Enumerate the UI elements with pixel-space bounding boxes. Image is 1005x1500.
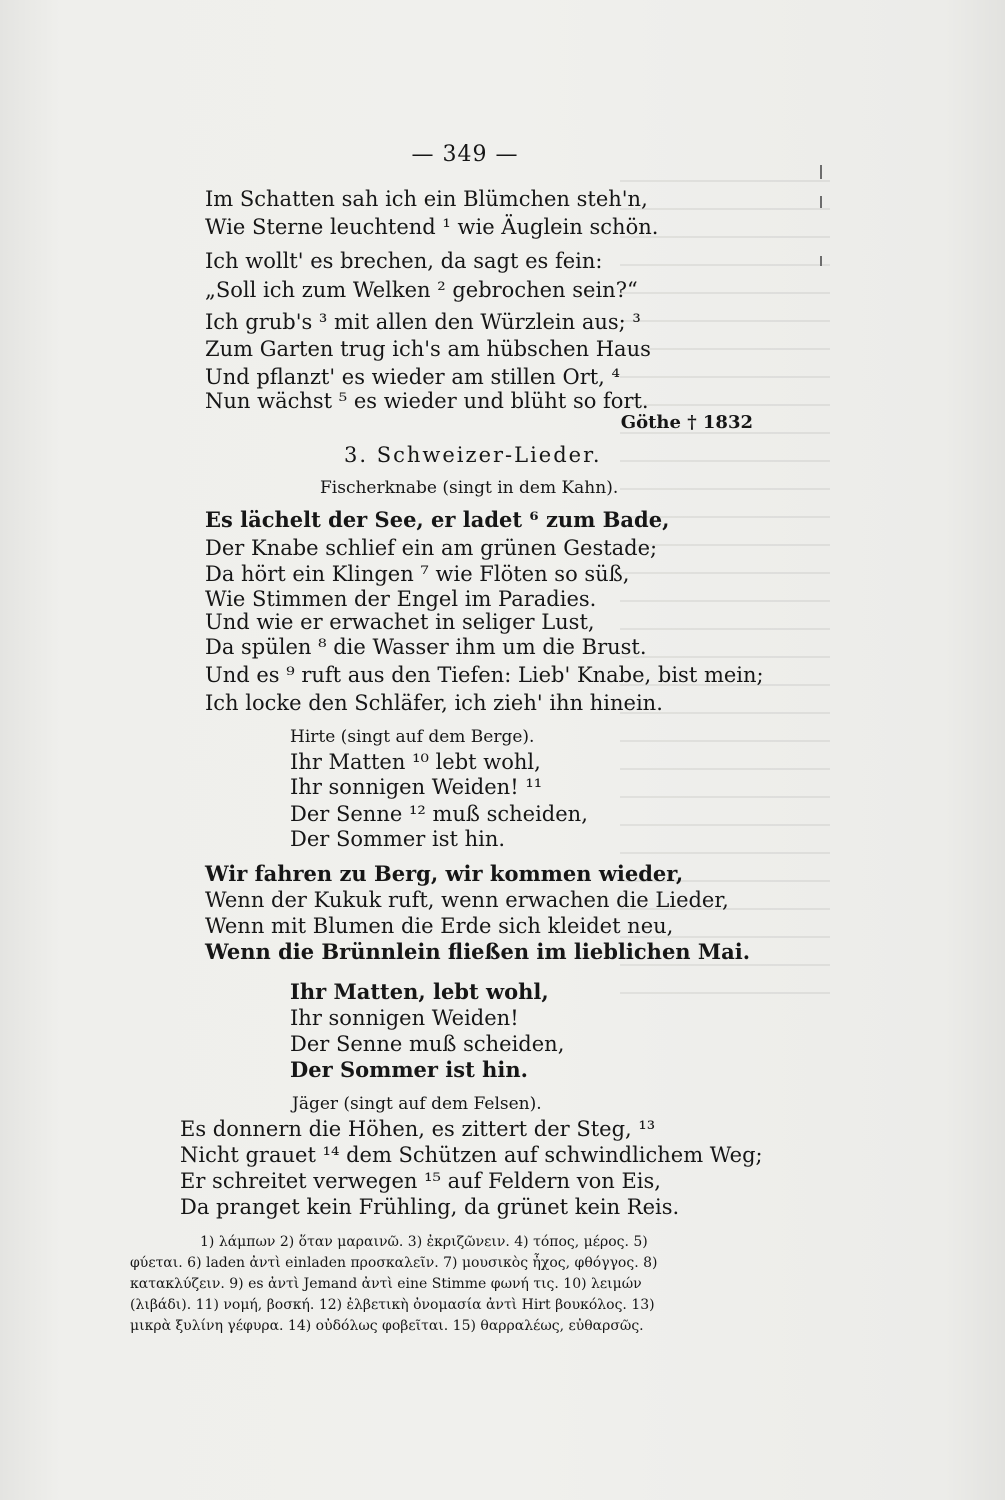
song-subhead: Jäger (singt auf dem Felsen).: [292, 1094, 542, 1114]
song-subhead: Hirte (singt auf dem Berge).: [290, 727, 535, 747]
song-line: Wir fahren zu Berg, wir kommen wieder,: [205, 861, 684, 886]
song-line: Und wie er erwachet in seliger Lust,: [205, 610, 595, 634]
footnote-line: (λιβάδι). 11) νομή, βοσκή. 12) ἐλβετικὴ ὀνομασία ἀντὶ Hirt βουκόλος. 13): [130, 1297, 655, 1313]
poem-line: Im Schatten sah ich ein Blümchen steh'n,: [205, 187, 648, 211]
margin-mark: [820, 165, 822, 179]
margin-mark: [820, 196, 822, 208]
poem-line: „Soll ich zum Welken ² gebrochen sein?“: [205, 278, 638, 302]
poem-line: Ich grub's ³ mit allen den Würzlein aus; ³: [205, 310, 641, 334]
poem-line: Zum Garten trug ich's am hübschen Haus: [205, 337, 651, 361]
song-line: Es lächelt der See, er ladet ⁶ zum Bade,: [205, 507, 670, 532]
poem-attribution: Göthe † 1832: [620, 412, 753, 433]
song-line: Ihr sonnigen Weiden! ¹¹: [290, 775, 543, 799]
song-line: Wie Stimmen der Engel im Paradies.: [205, 587, 597, 611]
song-subhead: Fischerknabe (singt in dem Kahn).: [320, 478, 619, 498]
poem-line: Wie Sterne leuchtend ¹ wie Äuglein schön.: [205, 215, 659, 239]
song-line: Nicht grauet ¹⁴ dem Schützen auf schwindlichem Weg;: [180, 1143, 763, 1167]
song-line: Ihr Matten, lebt wohl,: [290, 979, 549, 1004]
song-line: Der Senne muß scheiden,: [290, 1032, 565, 1056]
song-line: Der Sommer ist hin.: [290, 827, 506, 851]
song-line: Der Sommer ist hin.: [290, 1057, 528, 1082]
footnote-line: φύεται. 6) laden ἀντὶ einladen προσκαλεῖν. 7) μουσικὸς ἦχος, φθόγγος. 8): [130, 1255, 658, 1271]
footnote-line: κατακλύζειν. 9) es ἀντὶ Jemand ἀντὶ eine Stimme φωνή τις. 10) λειμών: [130, 1276, 642, 1292]
poem-line: Und pflanzt' es wieder am stillen Ort, ⁴: [205, 365, 620, 389]
song-line: Der Knabe schlief ein am grünen Gestade;: [205, 536, 658, 560]
song-line: Und es ⁹ ruft aus den Tiefen: Lieb' Knabe, bist mein;: [205, 663, 764, 687]
song-line: Wenn der Kukuk ruft, wenn erwachen die Lieder,: [205, 888, 729, 912]
poem-line: Nun wächst ⁵ es wieder und blüht so fort.: [205, 389, 649, 413]
song-line: Der Senne ¹² muß scheiden,: [290, 802, 588, 826]
song-line: Da spülen ⁸ die Wasser ihm um die Brust.: [205, 635, 647, 659]
song-line: Ihr sonnigen Weiden!: [290, 1006, 519, 1030]
margin-mark: [820, 256, 822, 266]
page-number: — 349 —: [411, 142, 519, 167]
song-line: Da hört ein Klingen ⁷ wie Flöten so süß,: [205, 562, 630, 586]
section-heading: 3. Schweizer-Lieder.: [344, 443, 602, 467]
song-line: Wenn mit Blumen die Erde sich kleidet neu,: [205, 914, 674, 938]
song-line: Ich locke den Schläfer, ich zieh' ihn hinein.: [205, 691, 663, 715]
song-line: Er schreitet verwegen ¹⁵ auf Feldern von Eis,: [180, 1169, 661, 1193]
song-line: Es donnern die Höhen, es zittert der Steg, ¹³: [180, 1117, 656, 1141]
song-line: Wenn die Brünnlein fließen im lieblichen Mai.: [205, 939, 751, 964]
song-line: Ihr Matten ¹⁰ lebt wohl,: [290, 750, 541, 774]
footnote-line: μικρὰ ξυλίνη γέφυρα. 14) οὐδόλως φοβεῖται. 15) θαρραλέως, εὐθαρσῶς.: [130, 1318, 644, 1334]
song-line: Da pranget kein Frühling, da grünet kein Reis.: [180, 1195, 680, 1219]
poem-line: Ich wollt' es brechen, da sagt es fein:: [205, 249, 603, 273]
footnote-line: 1) λάμπων 2) ὅταν μαραινῶ. 3) ἐκριζῶνειν. 4) τόπος, μέρος. 5): [200, 1234, 648, 1250]
